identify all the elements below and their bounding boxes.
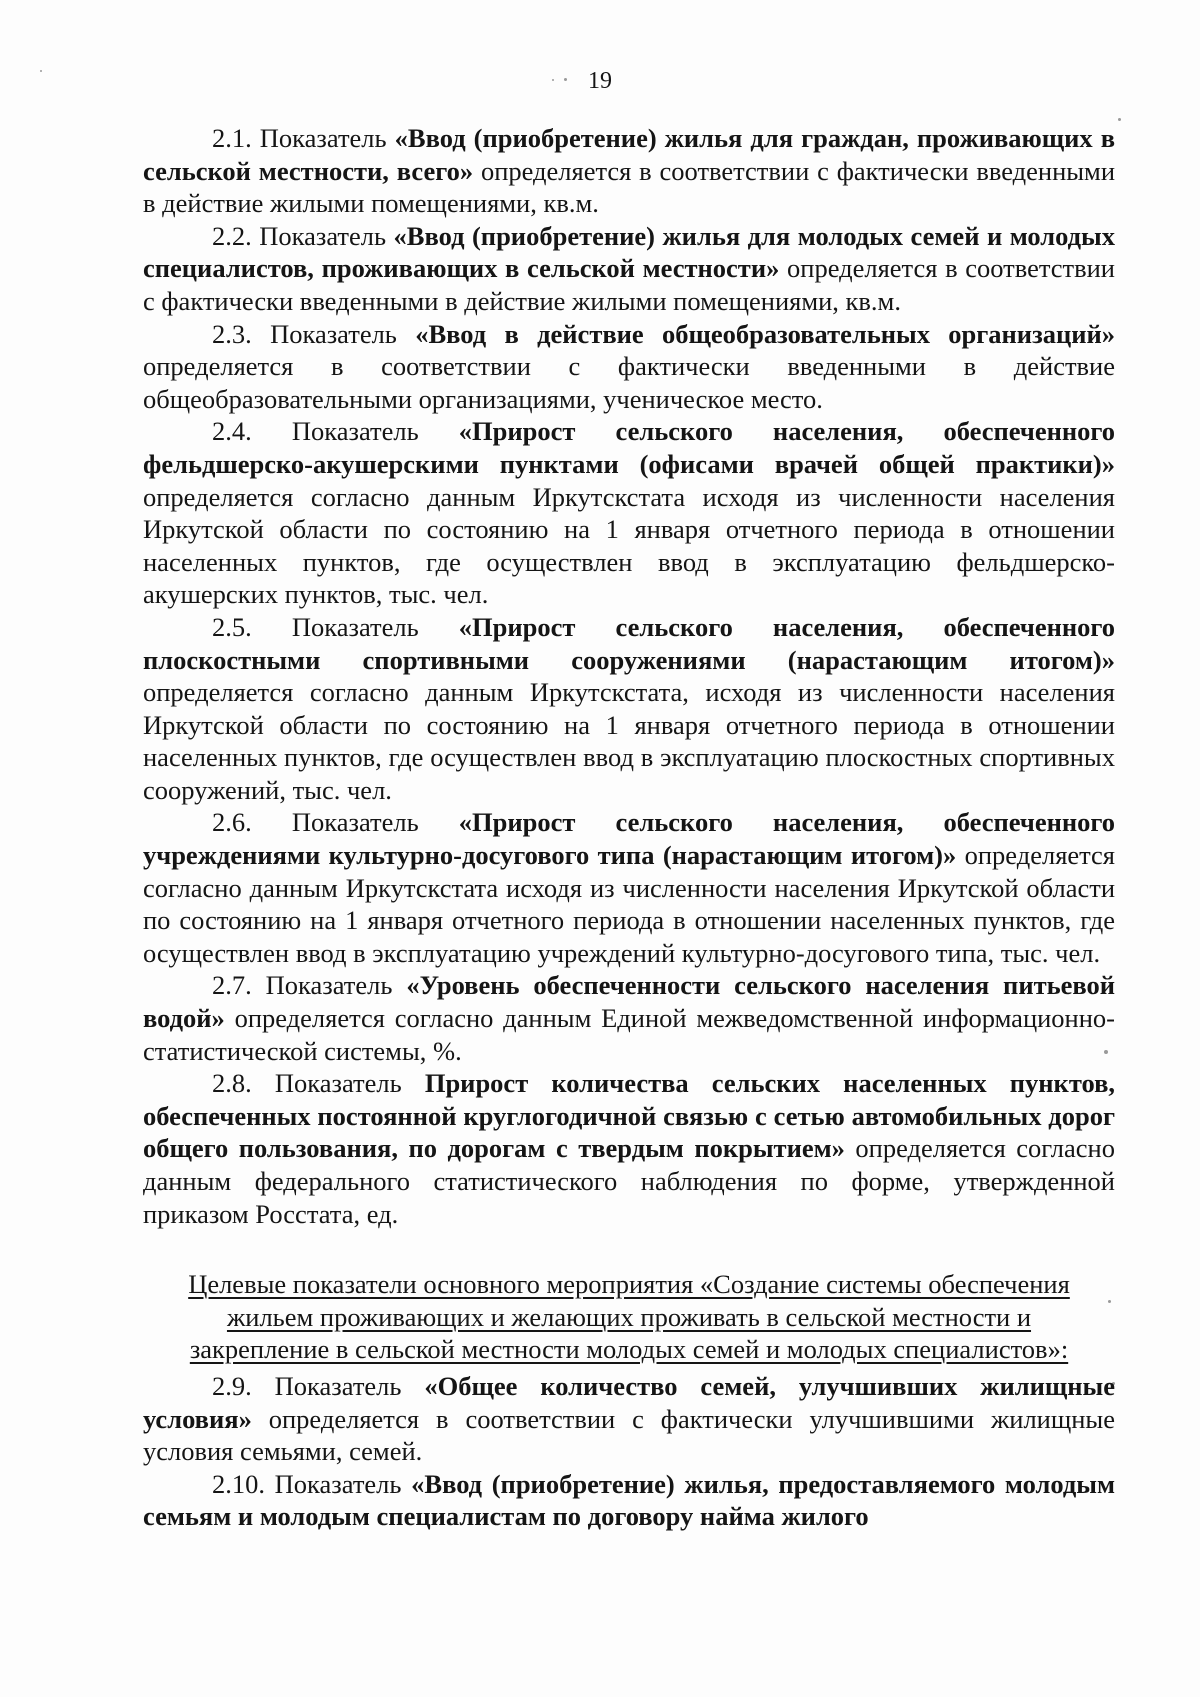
indicator-definition: определяется в соответствии с фактически введенными в действие общеобразовательными организациями, ученическое место. [143,351,1115,414]
indicator-name: «Уровень обеспеченности сельского населения питьевой водой» [143,970,1116,1034]
paragraph-2-2 [143,220,1115,318]
paragraph-number: 2.3. [212,318,252,349]
paragraph-number: 2.7. [212,970,252,1001]
indicator-definition: определяется согласно данным Иркутскстата исходя из численности населения Иркутской области по состоянию на 1 января отчетного периода в отношении населенных пунктов, где осуществлен ввод в эксплуатацию фельдшерско-акушерских пунктов, тыс. чел. [143,481,1115,610]
paragraph-number: 2.2. [212,220,252,251]
indicator-name: «Прирост сельского населения, обеспеченного фельдшерско-акушерскими пунктами (офисами врачей общей практики)» [143,416,1116,479]
indicator-name: «Ввод (приобретение) жилья для граждан, проживающих в сельской местности, всего» [143,123,1116,186]
paragraph-number: 2.9. [212,1370,252,1401]
paragraph-number: 2.5. [212,611,252,642]
paragraph-2-8 [143,1067,1115,1230]
page-number: 19 [588,68,612,94]
indicator-definition: определяется согласно данным Иркутскстата, исходя из численности населения Иркутской области по состоянию на 1 января отчетного периода в отношении населенных пунктов, где осуществлен ввод в эксплуатацию плоскостных спортивных сооружений, тыс. чел. [143,677,1115,805]
indicator-definition: определяется согласно данным федерального статистического наблюдения по форме, утвержденной приказом Росстата, ед. [143,1133,1115,1229]
paragraph-2-4 [143,415,1115,611]
paragraph-2-3 [143,318,1115,416]
indicator-definition: определяется согласно данным Единой межведомственной информационно-статистической системы, %. [143,1003,1115,1066]
paragraph-lead-word: Показатель [291,416,419,447]
paragraph-lead-word: Показатель [270,318,397,349]
indicator-definition: определяется в соответствии с фактически введенными в действие жилыми помещениями, кв.м. [143,253,1115,316]
paragraph-2-7 [143,969,1115,1067]
paragraph-lead-word: Показатель [274,1468,402,1499]
paragraph-lead-word: Показатель [274,1370,402,1401]
paragraph-lead-word: Показатель [291,611,419,642]
indicator-definition: определяется в соответствии с фактически улучшившими жилищные условия семьями, семей. [143,1403,1115,1467]
indicator-name: Прирост количества сельских населенных пунктов, обеспеченных постоянной круглогодичной связью с сетью автомобильных дорог общего пользования, по дорогам с твердым покрытием» [143,1068,1116,1164]
indicator-name: «Общее количество семей, улучшивших жилищные условия» [143,1370,1116,1434]
paragraph-lead-word: Показатель [274,1068,402,1099]
paragraph-number: 2.4. [212,416,252,447]
indicator-name: «Ввод в действие общеобразовательных организаций» [415,318,1116,349]
paragraph-lead-word: Показатель [265,970,393,1001]
paragraph-2-6 [143,806,1115,969]
paragraph-number: 2.6. [212,807,252,838]
paragraph-number: 2.8. [212,1068,252,1099]
document-body [143,122,1115,1533]
indicator-name: «Ввод (приобретение) жилья, предоставляемого молодым семьям и молодым специалистам по договору найма жилого [143,1468,1116,1532]
indicator-name: «Прирост сельского населения, обеспеченного учреждениями культурно-досугового типа (нарастающим итогом)» [143,807,1116,871]
paragraph-2-1 [143,122,1115,220]
paragraph-number: 2.1. [212,123,252,153]
paragraph-2-9 [143,1370,1115,1468]
indicator-name: «Прирост сельского населения, обеспеченного плоскостными спортивными сооружениями (нарастающим итогом)» [143,611,1116,675]
paragraph-number: 2.10. [212,1468,265,1499]
paragraph-lead-word: Показатель [291,807,419,838]
paragraph-lead-word: Показатель [259,220,387,251]
section-heading: Целевые показатели основного мероприятия «Создание системы обеспечения жильем проживающих и желающих проживать в сельской местности и закрепление в сельской местности молодых семей и молодых специалистов»: [188,1269,1070,1365]
paragraph-2-10 [143,1468,1115,1533]
indicator-name: «Ввод (приобретение) жилья для молодых семей и молодых специалистов, проживающих в сельской местности» [143,220,1115,284]
paragraph-2-5 [143,611,1115,807]
paragraph-lead-word: Показатель [259,123,387,153]
indicator-definition: определяется в соответствии с фактически введенными в действие жилыми помещениями, кв.м. [143,155,1116,219]
indicator-definition: определяется согласно данным Иркутскстата исходя из численности населения Иркутской области по состоянию на 1 января отчетного периода в отношении населенных пунктов, где осуществлен ввод в эксплуатацию учреждений культурно-досугового типа, тыс. чел. [143,840,1115,968]
